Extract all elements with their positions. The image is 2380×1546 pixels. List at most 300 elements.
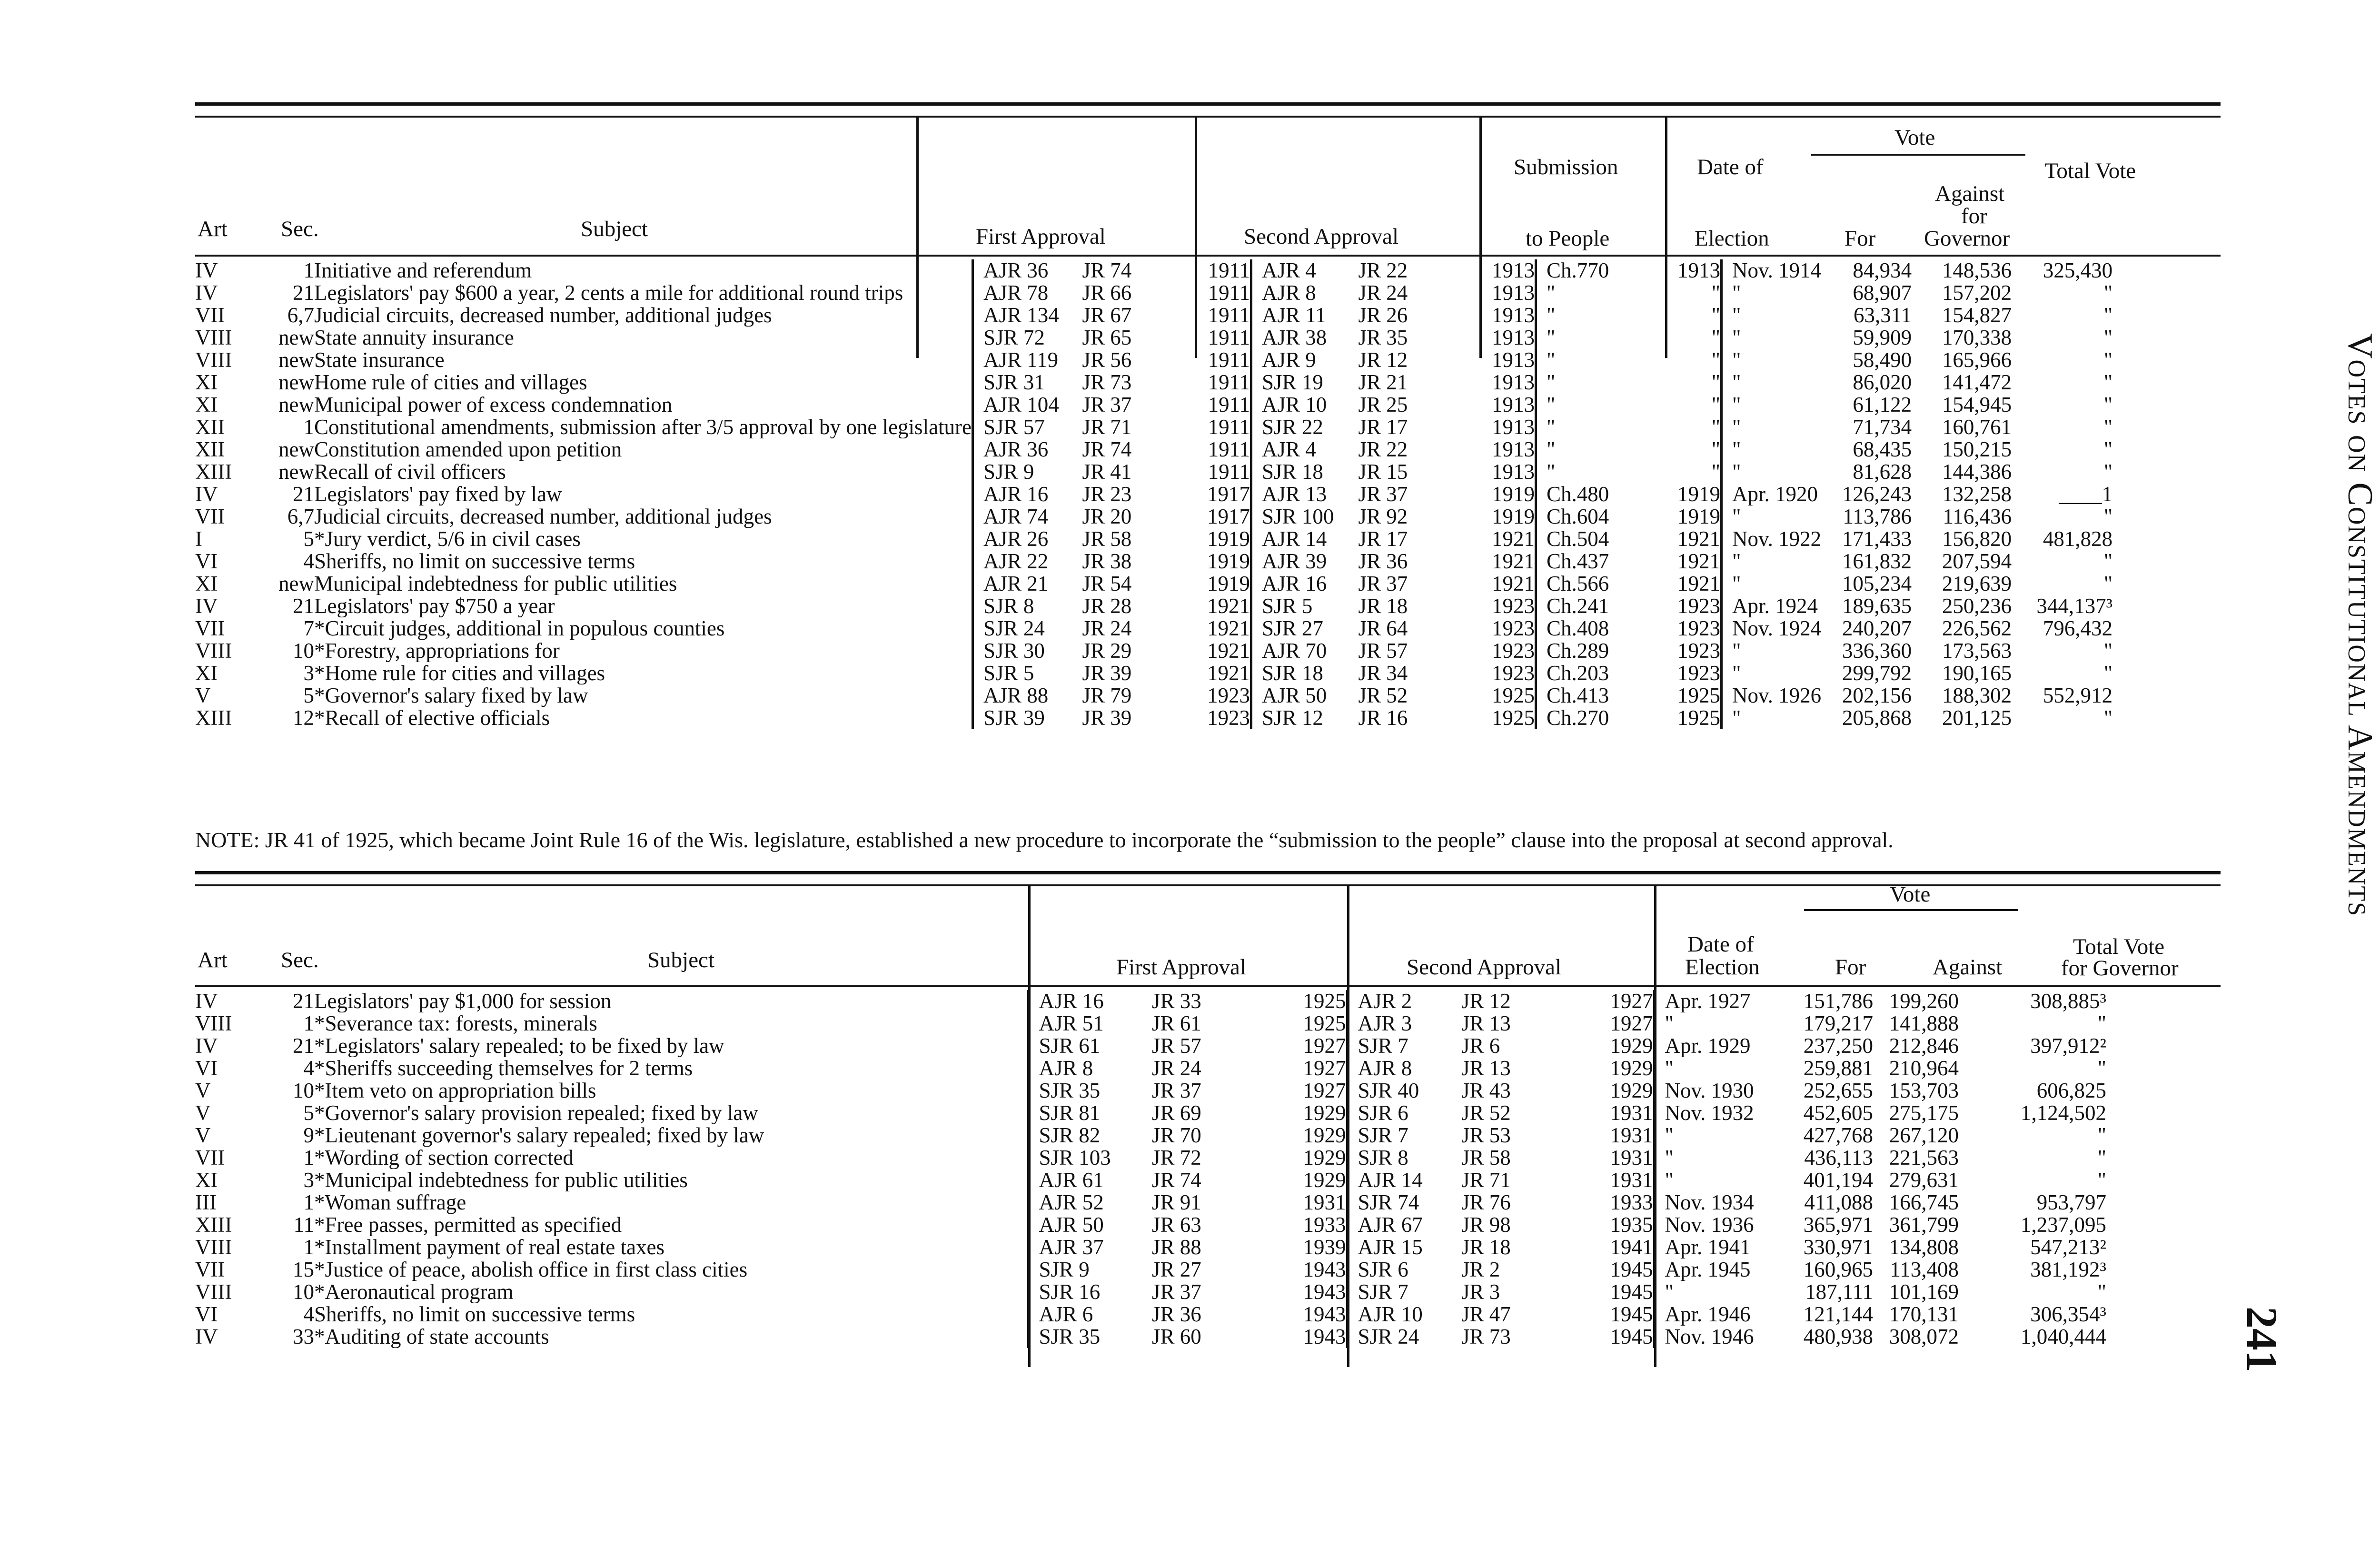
table-cell: 221,563 bbox=[1889, 1147, 1959, 1169]
table-cell: SJR 9 bbox=[973, 461, 1082, 483]
table-cell: " bbox=[2097, 1281, 2106, 1303]
table-cell: 156,820 bbox=[1942, 528, 2012, 550]
table-cell: JR 18 bbox=[1358, 595, 1408, 617]
table-cell: JR 65 bbox=[1082, 327, 1132, 349]
table-cell: Apr. 1945 bbox=[1654, 1259, 1802, 1281]
table-cell: I bbox=[195, 528, 202, 550]
table-cell: VII bbox=[195, 304, 225, 327]
table-cell: 1913 bbox=[1492, 259, 1535, 282]
table-cell: AJR 88 bbox=[973, 684, 1082, 707]
col-subject: Subject bbox=[581, 217, 648, 241]
table-cell: Constitutional amendments, submission after 3/5 approval by one legislature bbox=[314, 416, 972, 438]
table-cell: SJR 82 bbox=[1028, 1124, 1152, 1147]
table-cell: 1911 bbox=[1208, 349, 1250, 371]
table-cell: 436,113 bbox=[1804, 1147, 1873, 1169]
table-cell: " bbox=[2103, 349, 2113, 371]
table-cell: Apr. 1924 bbox=[1722, 595, 1822, 617]
table-cell: Ch.770 bbox=[1536, 259, 1643, 282]
table-cell: AJR 8 bbox=[1028, 1057, 1152, 1080]
table-cell: JR 33 bbox=[1152, 990, 1201, 1012]
table-cell: " bbox=[2103, 304, 2113, 327]
table-cell: " bbox=[2097, 1012, 2106, 1035]
table-cell: SJR 35 bbox=[1028, 1326, 1152, 1348]
table-cell: " bbox=[2103, 550, 2113, 573]
table-cell: XI bbox=[195, 371, 218, 394]
table-cell: AJR 70 bbox=[1251, 640, 1359, 662]
table-cell: JR 74 bbox=[1152, 1169, 1201, 1191]
table-cell: " bbox=[1722, 573, 1822, 595]
table-cell: AJR 6 bbox=[1028, 1303, 1152, 1326]
table-cell: JR 38 bbox=[1082, 550, 1132, 573]
table-cell: 1923 bbox=[1492, 617, 1535, 640]
table-cell: VI bbox=[195, 1057, 218, 1080]
table-cell: 1941 bbox=[1610, 1236, 1653, 1259]
table-cell: 113,786 bbox=[1843, 505, 1912, 528]
table-cell: JR 92 bbox=[1358, 505, 1408, 528]
table-cell: VI bbox=[195, 550, 218, 573]
table-cell: 154,945 bbox=[1942, 394, 2012, 416]
table-cell: AJR 22 bbox=[973, 550, 1082, 573]
table-cell: 1911 bbox=[1208, 259, 1250, 282]
table-cell: 6,7 bbox=[287, 505, 314, 528]
table-cell: 1927 bbox=[1610, 990, 1653, 1012]
table-cell: 154,827 bbox=[1942, 304, 2012, 327]
table-cell: JR 23 bbox=[1082, 483, 1132, 505]
table-cell: 365,971 bbox=[1803, 1214, 1873, 1236]
table-cell: 10 bbox=[293, 1281, 314, 1303]
table-cell: 121,144 bbox=[1803, 1303, 1873, 1326]
table-cell: " bbox=[1711, 282, 1721, 304]
table-cell: 4 bbox=[303, 550, 314, 573]
table-cell: 1921 bbox=[1207, 662, 1250, 684]
table-cell: 1923 bbox=[1677, 617, 1721, 640]
table-cell: Nov. 1924 bbox=[1722, 617, 1822, 640]
table-cell: JR 56 bbox=[1082, 349, 1132, 371]
table-cell: 1,124,502 bbox=[2021, 1102, 2106, 1124]
table-cell: SJR 5 bbox=[973, 662, 1082, 684]
table-cell: AJR 36 bbox=[973, 259, 1082, 282]
table-cell: 1913 bbox=[1492, 349, 1535, 371]
table-cell: 1923 bbox=[1677, 662, 1721, 684]
col-for: For bbox=[1844, 226, 1876, 251]
table-cell: JR 17 bbox=[1358, 528, 1408, 550]
table-cell: *Legislators' salary repealed; to be fixed by law bbox=[314, 1035, 724, 1057]
table-cell: 1925 bbox=[1677, 684, 1721, 707]
table-cell: JR 76 bbox=[1461, 1191, 1511, 1214]
table-cell: " bbox=[1654, 1169, 1802, 1191]
table-cell: JR 34 bbox=[1358, 662, 1408, 684]
table-cell: JR 13 bbox=[1461, 1057, 1511, 1080]
page-number: 241 bbox=[2238, 1307, 2286, 1372]
table-cell: SJR 12 bbox=[1251, 707, 1359, 729]
table-cell: 481,828 bbox=[2043, 528, 2113, 550]
table-cell: *Jury verdict, 5/6 in civil cases bbox=[314, 528, 581, 550]
table-cell: JR 24 bbox=[1152, 1057, 1201, 1080]
table-cell: 9 bbox=[303, 1124, 314, 1147]
table-cell: 3 bbox=[303, 1169, 314, 1191]
table-cell: Nov. 1930 bbox=[1654, 1080, 1802, 1102]
table-cell: 113,408 bbox=[1890, 1259, 1959, 1281]
table-cell: JR 98 bbox=[1461, 1214, 1511, 1236]
table-cell: 141,888 bbox=[1889, 1012, 1959, 1035]
table-cell: 10 bbox=[293, 1080, 314, 1102]
table-cell: " bbox=[1654, 1012, 1802, 1035]
table-row bbox=[195, 990, 2106, 1012]
table-cell: JR 73 bbox=[1461, 1326, 1511, 1348]
col-submission-2: to People bbox=[1526, 226, 1610, 251]
table-cell: 84,934 bbox=[1853, 259, 1912, 282]
table-cell: 330,971 bbox=[1803, 1236, 1873, 1259]
table-cell: 1919 bbox=[1207, 528, 1250, 550]
col-for: For bbox=[1835, 955, 1866, 980]
table-cell: 86,020 bbox=[1853, 371, 1912, 394]
table-cell: 1921 bbox=[1207, 617, 1250, 640]
table-cell: " bbox=[1536, 371, 1643, 394]
table-cell: 165,966 bbox=[1942, 349, 2012, 371]
table-cell: 141,472 bbox=[1942, 371, 2012, 394]
table-cell: AJR 10 bbox=[1251, 394, 1359, 416]
table-cell: JR 36 bbox=[1358, 550, 1408, 573]
table-cell: 1913 bbox=[1492, 371, 1535, 394]
table-cell: 170,338 bbox=[1942, 327, 2012, 349]
table-row bbox=[195, 1080, 2106, 1102]
col-date: Date of bbox=[1687, 932, 1754, 957]
table-cell: XIII bbox=[195, 461, 232, 483]
table-cell: 237,250 bbox=[1803, 1035, 1873, 1057]
table-cell: Apr. 1927 bbox=[1654, 990, 1802, 1012]
table-2-body bbox=[195, 990, 2106, 1348]
table-cell: Judicial circuits, decreased number, additional judges bbox=[314, 505, 772, 528]
table-cell: 161,832 bbox=[1842, 550, 1912, 573]
table-cell: V bbox=[195, 1080, 211, 1102]
table-cell: 166,745 bbox=[1889, 1191, 1959, 1214]
table-cell: SJR 7 bbox=[1347, 1035, 1461, 1057]
table-cell: Ch.289 bbox=[1536, 640, 1643, 662]
table-row bbox=[195, 1147, 2106, 1169]
table-cell: 1945 bbox=[1610, 1326, 1653, 1348]
table-row bbox=[195, 371, 2112, 394]
table-cell: 361,799 bbox=[1889, 1214, 1959, 1236]
table-cell: SJR 18 bbox=[1251, 662, 1359, 684]
table-cell: " bbox=[2103, 640, 2113, 662]
table-cell: *Free passes, permitted as specified bbox=[314, 1214, 622, 1236]
table-cell: JR 74 bbox=[1082, 438, 1132, 461]
table-cell: JR 37 bbox=[1152, 1080, 1201, 1102]
table-cell: 1927 bbox=[1303, 1057, 1346, 1080]
table-cell: 11 bbox=[293, 1214, 314, 1236]
table-cell: " bbox=[1654, 1124, 1802, 1147]
table-cell: *Lieutenant governor's salary repealed; fixed by law bbox=[314, 1124, 764, 1147]
table-cell: 1913 bbox=[1492, 416, 1535, 438]
table-cell: JR 24 bbox=[1358, 282, 1408, 304]
table-cell: 151,786 bbox=[1803, 990, 1873, 1012]
table-cell: Legislators' pay $1,000 for session bbox=[314, 990, 612, 1012]
table-row bbox=[195, 505, 2112, 528]
table-cell: SJR 6 bbox=[1347, 1102, 1461, 1124]
table-row bbox=[195, 1191, 2106, 1214]
col-sec: Sec. bbox=[281, 217, 319, 241]
table-cell: 1,040,444 bbox=[2021, 1326, 2106, 1348]
table-cell: Nov. 1914 bbox=[1722, 259, 1822, 282]
table-cell: 15 bbox=[293, 1259, 314, 1281]
table-cell: IV bbox=[195, 1326, 218, 1348]
table-cell: SJR 7 bbox=[1347, 1281, 1461, 1303]
table-cell: 1919 bbox=[1677, 483, 1721, 505]
table-cell: 1925 bbox=[1492, 684, 1535, 707]
table-cell: JR 69 bbox=[1152, 1102, 1201, 1124]
table-cell: JR 71 bbox=[1082, 416, 1132, 438]
table-cell: 1,237,095 bbox=[2021, 1214, 2106, 1236]
table-cell: 1931 bbox=[1303, 1191, 1346, 1214]
table-cell: JR 52 bbox=[1461, 1102, 1511, 1124]
table-cell: 160,761 bbox=[1942, 416, 2012, 438]
table-cell: " bbox=[1722, 505, 1822, 528]
table-cell: new bbox=[278, 438, 314, 461]
table-cell: " bbox=[1722, 371, 1822, 394]
table-cell: SJR 57 bbox=[973, 416, 1082, 438]
table-cell: Ch.270 bbox=[1536, 707, 1643, 729]
table-row bbox=[195, 1012, 2106, 1035]
table-cell: AJR 2 bbox=[1347, 990, 1461, 1012]
table-cell: JR 63 bbox=[1152, 1214, 1201, 1236]
table-cell: VI bbox=[195, 1303, 218, 1326]
table-cell: 61,122 bbox=[1853, 394, 1912, 416]
table-cell: JR 17 bbox=[1358, 416, 1408, 438]
table-cell: JR 24 bbox=[1082, 617, 1132, 640]
table-cell: JR 61 bbox=[1152, 1012, 1201, 1035]
table-cell: " bbox=[1722, 550, 1822, 573]
table-cell: " bbox=[1722, 640, 1822, 662]
table-cell: 160,965 bbox=[1803, 1259, 1873, 1281]
table-cell: 1911 bbox=[1208, 438, 1250, 461]
table-row bbox=[195, 304, 2112, 327]
table-cell: *Recall of elective officials bbox=[314, 707, 550, 729]
table-cell: JR 20 bbox=[1082, 505, 1132, 528]
table-cell: 344,137³ bbox=[2036, 595, 2113, 617]
table-cell: JR 29 bbox=[1082, 640, 1132, 662]
table-cell: V bbox=[195, 1124, 211, 1147]
table-cell: 1921 bbox=[1207, 640, 1250, 662]
table-cell: JR 64 bbox=[1358, 617, 1408, 640]
table-cell: JR 74 bbox=[1082, 259, 1132, 282]
table-cell: SJR 19 bbox=[1251, 371, 1359, 394]
table-cell: " bbox=[1722, 394, 1822, 416]
table-cell: Sheriffs, no limit on successive terms bbox=[314, 1303, 635, 1326]
table-cell: JR 54 bbox=[1082, 573, 1132, 595]
table-cell: 144,386 bbox=[1942, 461, 2012, 483]
table-cell: JR 88 bbox=[1152, 1236, 1201, 1259]
table-cell: XIII bbox=[195, 1214, 232, 1236]
table-cell: 1 bbox=[303, 1236, 314, 1259]
table-1-body bbox=[195, 259, 2112, 729]
col-against: Against bbox=[1933, 955, 2003, 980]
table-cell: VII bbox=[195, 1147, 225, 1169]
table-cell: 411,088 bbox=[1804, 1191, 1873, 1214]
table-cell: VIII bbox=[195, 1012, 232, 1035]
table-cell: JR 70 bbox=[1152, 1124, 1201, 1147]
table-cell: " bbox=[2103, 505, 2113, 528]
table-cell: JR 21 bbox=[1358, 371, 1408, 394]
table-row bbox=[195, 1102, 2106, 1124]
table-cell: 401,194 bbox=[1803, 1169, 1873, 1191]
table-cell: JR 13 bbox=[1461, 1012, 1511, 1035]
table-cell: JR 2 bbox=[1461, 1259, 1500, 1281]
table-cell: Judicial circuits, decreased number, additional judges bbox=[314, 304, 772, 327]
table-cell: 606,825 bbox=[2036, 1080, 2106, 1102]
table-cell: AJR 52 bbox=[1028, 1191, 1152, 1214]
table-row bbox=[195, 550, 2112, 573]
table-cell: XII bbox=[195, 416, 225, 438]
table-cell: JR 53 bbox=[1461, 1124, 1511, 1147]
col-total-vote: Total Vote bbox=[2044, 159, 2136, 183]
table-cell: 1927 bbox=[1303, 1080, 1346, 1102]
col-total-vote: Total Vote bbox=[2073, 934, 2165, 959]
table-cell: XI bbox=[195, 1169, 218, 1191]
table-cell: AJR 50 bbox=[1251, 684, 1359, 707]
table-cell: AJR 16 bbox=[1028, 990, 1152, 1012]
table-cell: AJR 26 bbox=[973, 528, 1082, 550]
table-row bbox=[195, 1057, 2106, 1080]
table-cell: AJR 50 bbox=[1028, 1214, 1152, 1236]
table-cell: *Auditing of state accounts bbox=[314, 1326, 549, 1348]
table-cell: SJR 24 bbox=[1347, 1326, 1461, 1348]
table-cell: 153,703 bbox=[1889, 1080, 1959, 1102]
table-cell: Ch.504 bbox=[1536, 528, 1643, 550]
table-cell: *Home rule for cities and villages bbox=[314, 662, 605, 684]
table-cell: AJR 38 bbox=[1251, 327, 1359, 349]
table-cell: 1945 bbox=[1610, 1281, 1653, 1303]
table-cell: JR 3 bbox=[1461, 1281, 1500, 1303]
table-row bbox=[195, 327, 2112, 349]
table-cell: 1923 bbox=[1207, 707, 1250, 729]
table-cell: JR 66 bbox=[1082, 282, 1132, 304]
table-cell: 205,868 bbox=[1842, 707, 1912, 729]
table-cell: 1943 bbox=[1303, 1326, 1346, 1348]
table-cell: State annuity insurance bbox=[314, 327, 514, 349]
table-cell: 1943 bbox=[1303, 1303, 1346, 1326]
table-cell: SJR 24 bbox=[973, 617, 1082, 640]
table-cell: 5 bbox=[303, 528, 314, 550]
table-cell: 179,217 bbox=[1803, 1012, 1873, 1035]
table-cell: JR 22 bbox=[1358, 438, 1408, 461]
table-cell: " bbox=[2097, 1169, 2106, 1191]
table-cell: JR 41 bbox=[1082, 461, 1132, 483]
table-cell: 21 bbox=[293, 483, 314, 505]
table-row bbox=[195, 394, 2112, 416]
table-cell: 1917 bbox=[1207, 505, 1250, 528]
table-cell: XI bbox=[195, 573, 218, 595]
table-cell: 1917 bbox=[1207, 483, 1250, 505]
table-cell: JR 58 bbox=[1461, 1147, 1511, 1169]
table-cell: JR 12 bbox=[1358, 349, 1408, 371]
table-cell: 427,768 bbox=[1803, 1124, 1873, 1147]
table-cell: 219,639 bbox=[1942, 573, 2012, 595]
table-cell: 210,964 bbox=[1889, 1057, 1959, 1080]
table-cell: 21 bbox=[293, 990, 314, 1012]
table-cell: " bbox=[1536, 349, 1643, 371]
table-cell: SJR 35 bbox=[1028, 1080, 1152, 1102]
table-cell: 1931 bbox=[1610, 1124, 1653, 1147]
table-cell: 190,165 bbox=[1942, 662, 2012, 684]
table-cell: XIII bbox=[195, 707, 232, 729]
table-cell: 1923 bbox=[1207, 684, 1250, 707]
table-cell: SJR 5 bbox=[1251, 595, 1359, 617]
table-cell: 5 bbox=[303, 684, 314, 707]
col-submission: Submission bbox=[1514, 155, 1618, 179]
table-cell: new bbox=[278, 327, 314, 349]
table-cell: " bbox=[2103, 371, 2113, 394]
table-row bbox=[195, 416, 2112, 438]
table-cell: " bbox=[1722, 349, 1822, 371]
table-cell: 267,120 bbox=[1889, 1124, 1959, 1147]
table-cell: " bbox=[2103, 662, 2113, 684]
table-cell: " bbox=[1711, 461, 1721, 483]
table-cell: 1923 bbox=[1492, 640, 1535, 662]
table-cell: *Wording of section corrected bbox=[314, 1147, 574, 1169]
table-cell: Nov. 1932 bbox=[1654, 1102, 1802, 1124]
col-second-approval: Second Approval bbox=[1407, 955, 1562, 980]
table-row bbox=[195, 282, 2112, 304]
table-cell: SJR 61 bbox=[1028, 1035, 1152, 1057]
table-cell: 308,885³ bbox=[2030, 990, 2106, 1012]
table-cell: " bbox=[1654, 1281, 1802, 1303]
table-cell: IV bbox=[195, 595, 218, 617]
table-cell: 240,207 bbox=[1842, 617, 1912, 640]
table-cell: 1923 bbox=[1677, 595, 1721, 617]
table-cell: JR 39 bbox=[1082, 707, 1132, 729]
table-cell: 953,797 bbox=[2036, 1191, 2106, 1214]
col-first-approval: First Approval bbox=[1116, 955, 1246, 980]
table-cell: AJR 14 bbox=[1251, 528, 1359, 550]
table-cell: SJR 27 bbox=[1251, 617, 1359, 640]
table-cell: 7 bbox=[303, 617, 314, 640]
table-cell: SJR 9 bbox=[1028, 1259, 1152, 1281]
table-cell: Ch.408 bbox=[1536, 617, 1643, 640]
table-cell: AJR 9 bbox=[1251, 349, 1359, 371]
table-row bbox=[195, 1303, 2106, 1326]
col-date: Date of bbox=[1697, 155, 1764, 179]
table-cell: 1929 bbox=[1610, 1035, 1653, 1057]
table-cell: JR 36 bbox=[1152, 1303, 1201, 1326]
table-cell: VIII bbox=[195, 640, 232, 662]
table-cell: " bbox=[2103, 707, 2113, 729]
table-cell: JR 28 bbox=[1082, 595, 1132, 617]
table-cell: 68,907 bbox=[1853, 282, 1912, 304]
table-row bbox=[195, 617, 2112, 640]
table-cell: AJR 21 bbox=[973, 573, 1082, 595]
table-cell: 1911 bbox=[1208, 394, 1250, 416]
table-cell: JR 57 bbox=[1358, 640, 1408, 662]
table-cell: VII bbox=[195, 505, 225, 528]
table-cell: JR 71 bbox=[1461, 1169, 1511, 1191]
table-cell: JR 39 bbox=[1082, 662, 1132, 684]
table-cell: XII bbox=[195, 438, 225, 461]
table-cell: 1945 bbox=[1610, 1303, 1653, 1326]
table-cell: 58,490 bbox=[1853, 349, 1912, 371]
table-cell: JR 6 bbox=[1461, 1035, 1500, 1057]
table-cell: 1921 bbox=[1677, 528, 1721, 550]
table-cell: 1919 bbox=[1207, 573, 1250, 595]
table-cell: 171,433 bbox=[1842, 528, 1912, 550]
table-cell: 1911 bbox=[1208, 371, 1250, 394]
table-cell: 63,311 bbox=[1854, 304, 1912, 327]
table-cell: 1923 bbox=[1677, 640, 1721, 662]
table-cell: Ch.413 bbox=[1536, 684, 1643, 707]
table-cell: *Severance tax: forests, minerals bbox=[314, 1012, 597, 1035]
top-rule bbox=[195, 871, 2221, 874]
table-cell: JR 60 bbox=[1152, 1326, 1201, 1348]
table-cell: 1945 bbox=[1610, 1259, 1653, 1281]
